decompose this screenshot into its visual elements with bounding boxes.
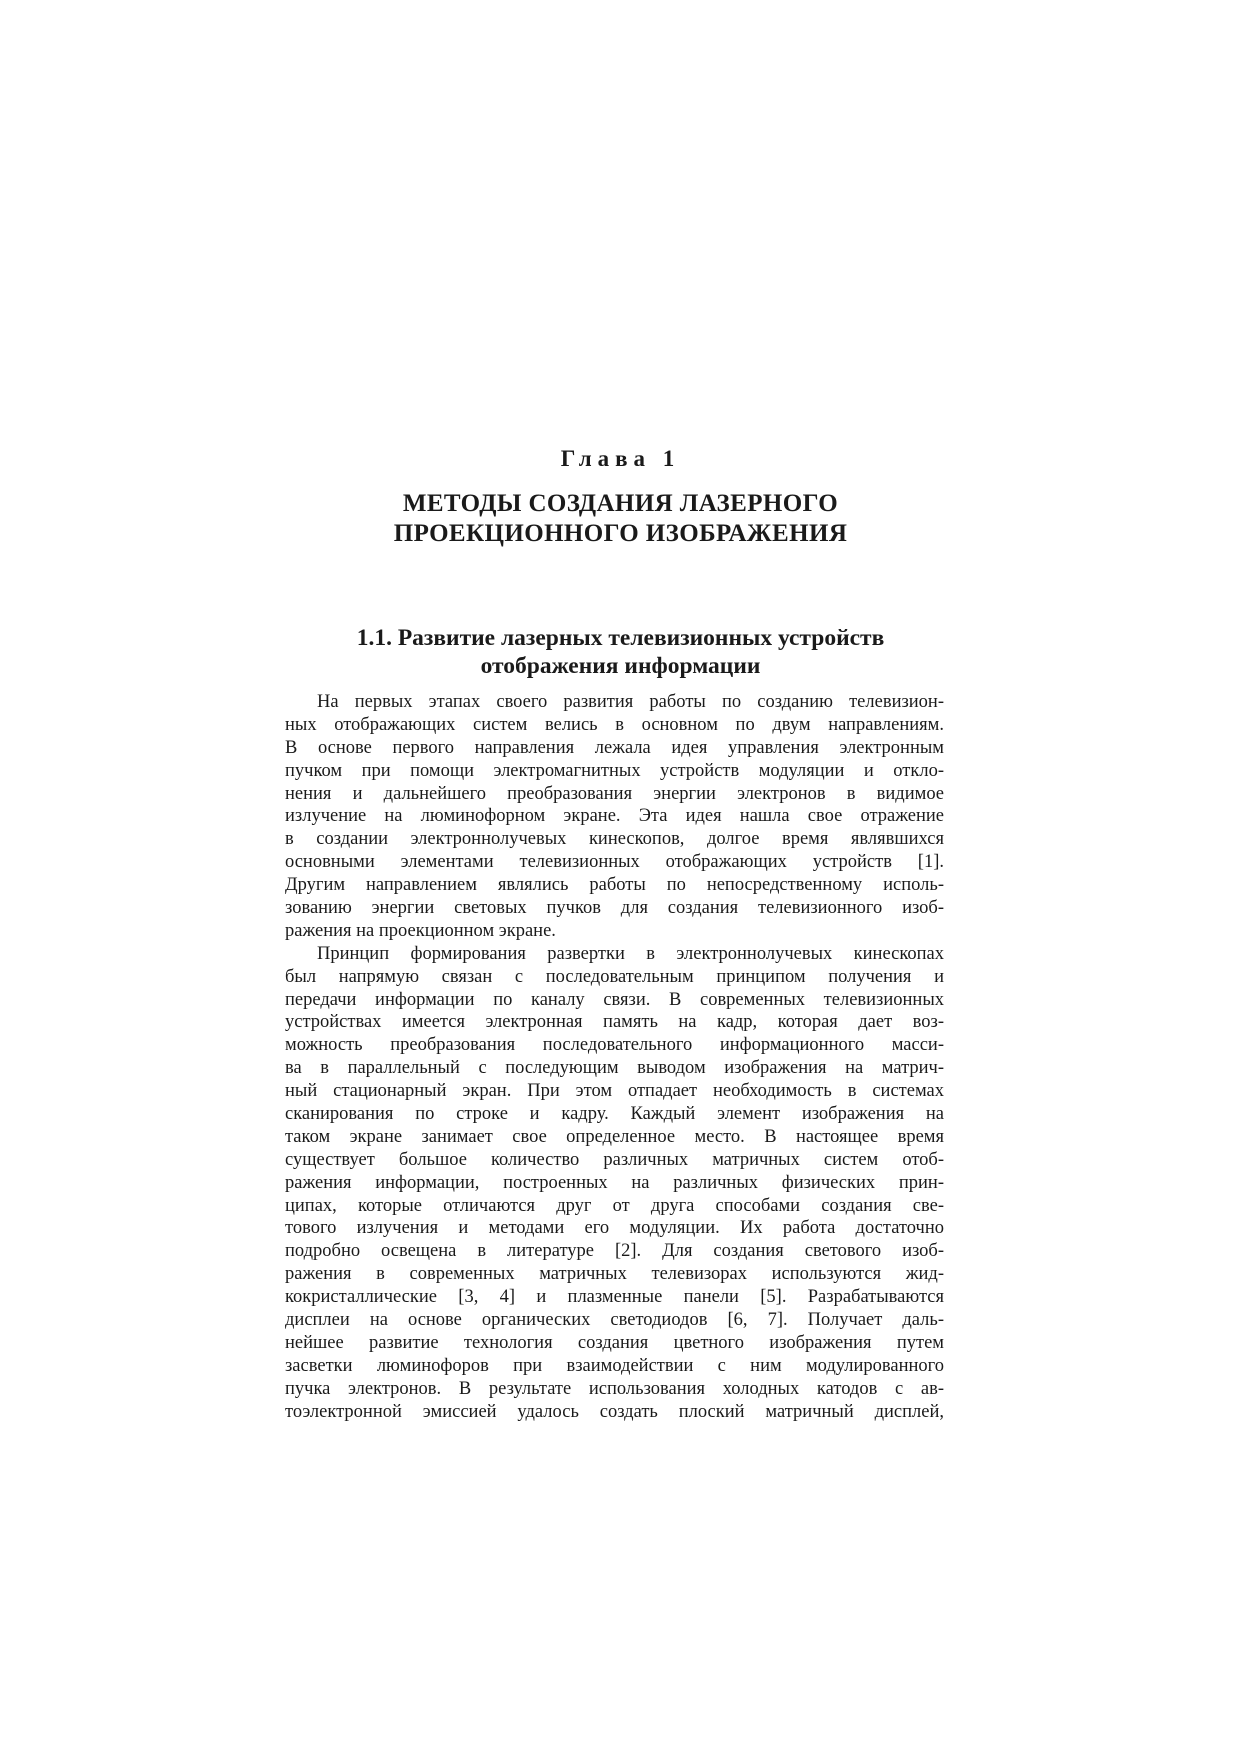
text-line: ный стационарный экран. При этом отпадает необходимость в системах — [285, 1081, 944, 1102]
text-line: Принцип формирования развертки в электроннолучевых кинескопах — [317, 943, 944, 964]
text-line: излучение на люминофорном экране. Эта идея нашла свое отражение — [285, 806, 944, 827]
section-heading — [0, 624, 1241, 680]
chapter-title-line: МЕТОДЫ СОЗДАНИЯ ЛАЗЕРНОГО — [402, 490, 839, 517]
text-line: пучком при помощи электромагнитных устройств модуляции и откло- — [285, 760, 944, 781]
paragraph-2 — [285, 943, 944, 1424]
text-line: таком экране занимает свое определенное место. В настоящее время — [285, 1126, 944, 1147]
text-line: ражения информации, построенных на различных физических прин- — [285, 1172, 944, 1193]
text-line: Другим направлением являлись работы по непосредственному исполь- — [285, 875, 944, 896]
section-heading-line: 1.1. Развитие лазерных телевизионных устройств — [356, 625, 885, 651]
text-line: тоэлектронной эмиссией удалось создать плоский матричный дисплей, — [285, 1401, 944, 1422]
text-line: был напрямую связан с последовательным принципом получения и — [285, 966, 944, 987]
text-line: ципах, которые отличаются друг от друга способами создания све- — [285, 1195, 944, 1216]
text-line: зованию энергии световых пучков для создания телевизионного изоб- — [285, 898, 944, 919]
chapter-title — [0, 489, 1241, 549]
text-line: нейшее развитие технология создания цветного изображения путем — [285, 1332, 944, 1353]
text-line: ва в параллельный с последующим выводом изображения на матрич- — [285, 1058, 944, 1079]
text-line: дисплеи на основе органических светодиодов [6, 7]. Получает даль- — [285, 1310, 944, 1331]
text-line: в создании электроннолучевых кинескопов, долгое время являвшихся — [285, 829, 944, 850]
paragraph-1 — [285, 691, 944, 943]
text-line: На первых этапах своего развития работы по созданию телевизион- — [317, 692, 944, 712]
text-line: ражения на проекционном экране. — [285, 920, 556, 941]
text-line: можность преобразования последовательного информационного масси- — [285, 1035, 944, 1056]
text-line: засветки люминофоров при взаимодействии с ним модулированного — [285, 1355, 944, 1376]
text-line: подробно освещена в литературе [2]. Для создания светового изоб- — [285, 1241, 944, 1262]
section-heading-line: отображения информации — [480, 653, 761, 679]
text-line: В основе первого направления лежала идея управления электронным — [285, 737, 944, 758]
text-line: ражения в современных матричных телевизорах используются жид- — [285, 1264, 944, 1285]
text-line: устройствах имеется электронная память на кадр, которая дает воз- — [285, 1012, 944, 1033]
text-line: существует большое количество различных матричных систем отоб- — [285, 1149, 944, 1170]
text-line: кокристаллические [3, 4] и плазменные панели [5]. Разрабатываются — [285, 1287, 944, 1308]
text-line: тового излучения и методами его модуляции. Их работа достаточно — [285, 1218, 944, 1239]
body-text — [285, 691, 944, 1424]
text-line: сканирования по строке и кадру. Каждый элемент изображения на — [285, 1104, 944, 1125]
text-line: пучка электронов. В результате использования холодных катодов с ав- — [285, 1378, 944, 1399]
chapter-title-line: ПРОЕКЦИОННОГО ИЗОБРАЖЕНИЯ — [393, 520, 848, 547]
text-line: передачи информации по каналу связи. В современных телевизионных — [285, 989, 944, 1010]
text-line: нения и дальнейшего преобразования энергии электронов в видимое — [285, 783, 944, 804]
chapter-label: Глава 1 — [560, 446, 681, 471]
text-line: основными элементами телевизионных отображающих устройств [1]. — [285, 852, 944, 873]
text-line: ных отображающих систем велись в основном по двум направлениям. — [285, 714, 944, 735]
